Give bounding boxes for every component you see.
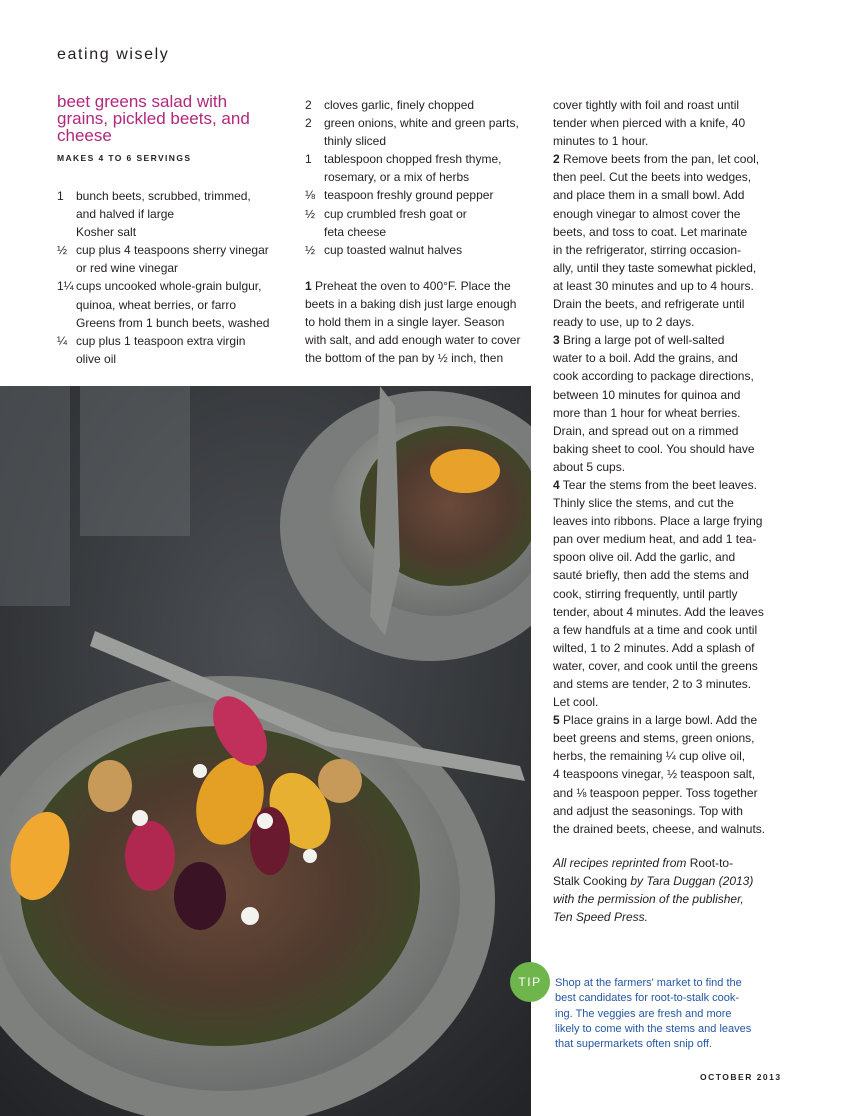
direction-line: tender when pierced with a knife, 40: [553, 116, 746, 131]
direction-line: Drain, and spread out on a rimmed: [553, 423, 739, 438]
ingredient-item: [305, 241, 535, 259]
servings-label: MAKES 4 TO 6 SERVINGS: [57, 153, 192, 163]
ingredient-item: [57, 241, 282, 277]
ingredient-text: [324, 205, 535, 241]
direction-line: at least 30 minutes and up to 4 hours.: [553, 278, 754, 293]
ingredient-item: [57, 187, 282, 223]
direction-line: Drain the beets, and refrigerate until: [553, 297, 745, 312]
ingredient-line: teaspoon freshly ground pepper: [324, 188, 494, 203]
direction-line: leaves into ribbons. Place a large frying: [553, 514, 763, 529]
direction-line: wilted, 1 to 2 minutes. Add a splash of: [553, 640, 755, 655]
directions-column-3: [553, 96, 783, 926]
ingredient-line: green onions, white and green parts,: [324, 116, 519, 131]
ingredient-item: [305, 186, 535, 204]
tip-text: [555, 976, 785, 1052]
ingredient-line: cloves garlic, finely chopped: [324, 98, 475, 112]
direction-line: 4 teaspoons vinegar, ½ teaspoon salt,: [553, 767, 756, 782]
tip-badge: TIP: [510, 962, 550, 1002]
ingredient-item: [305, 96, 535, 114]
ingredient-line: cup toasted walnut halves: [324, 242, 463, 257]
step-number: 1: [305, 279, 312, 293]
issue-date: OCTOBER 2013: [700, 1072, 782, 1082]
ingredient-qty: ½: [57, 243, 68, 258]
direction-line: with salt, and add enough water to cover: [305, 333, 521, 348]
ingredient-item: [57, 277, 282, 313]
direction-line: about 5 cups.: [553, 459, 626, 474]
ingredient-qty: 2: [305, 98, 312, 112]
directions-column-2: [305, 277, 535, 367]
direction-line: between 10 minutes for quinoa and: [553, 387, 741, 402]
direction-line: the drained beets, cheese, and walnuts.: [553, 821, 766, 836]
ingredient-qty: [57, 223, 76, 241]
ingredient-text: [76, 187, 282, 223]
ingredients-list-2: [305, 96, 535, 259]
direction-line: sauté briefly, then add the stems and: [553, 568, 749, 583]
ingredient-line: cups uncooked whole-grain bulgur,: [76, 279, 262, 294]
credits-permission: with the permission of the publisher,: [553, 892, 744, 907]
step-number: 2: [553, 152, 560, 167]
ingredient-text: [76, 314, 282, 332]
direction-line: the bottom of the pan by ½ inch, then: [305, 351, 504, 366]
ingredient-line: cup crumbled fresh goat or: [324, 206, 467, 221]
ingredient-line: cup plus 1 teaspoon extra virgin: [76, 333, 246, 348]
ingredient-item: [57, 223, 282, 241]
step-number: 4: [553, 477, 560, 492]
ingredient-qty: 2: [305, 116, 312, 131]
ingredient-text: [324, 96, 535, 114]
direction-line: a few handfuls at a time and cook until: [553, 622, 758, 637]
ingredient-text: [76, 241, 282, 277]
direction-line: ally, until they taste somewhat pickled,: [553, 260, 757, 275]
direction-step: [553, 331, 783, 476]
credits-book-2: Stalk Cooking: [553, 873, 628, 888]
salad-photo: [0, 386, 531, 1116]
ingredient-text: [76, 332, 282, 368]
ingredient-line: Kosher salt: [76, 225, 137, 240]
ingredient-qty: 1: [57, 189, 64, 203]
ingredient-line: or red wine vinegar: [76, 261, 179, 276]
recipe-title: beet greens salad with grains, pickled beets, and cheese: [57, 92, 250, 145]
tip-line: ing. The veggies are fresh and more: [555, 1007, 732, 1020]
direction-line: 5 Place grains in a large bowl. Add the: [553, 713, 758, 728]
section-label: eating wisely: [57, 46, 170, 63]
ingredient-text: [324, 241, 535, 259]
ingredient-qty: 1: [305, 152, 312, 167]
step-number: 3: [553, 333, 560, 348]
ingredient-qty: ½: [305, 206, 316, 221]
direction-line: more than 1 hour for wheat berries.: [553, 405, 741, 420]
direction-line: and place them in a small bowl. Add: [553, 188, 745, 203]
ingredient-qty: ⅛: [305, 188, 316, 203]
direction-step: [553, 476, 783, 711]
ingredient-qty: ½: [305, 242, 316, 257]
direction-line: beets in a baking dish just large enough: [305, 297, 517, 312]
ingredient-item: [57, 332, 282, 368]
tip-line: that supermarkets often snip off.: [555, 1038, 712, 1051]
direction-line: cook according to package directions,: [553, 369, 754, 384]
ingredient-line: rosemary, or a mix of herbs: [324, 170, 470, 185]
tip-line: best candidates for root-to-stalk cook-: [555, 992, 740, 1005]
ingredient-line: Greens from 1 bunch beets, washed: [76, 315, 270, 330]
ingredient-item: [57, 314, 282, 332]
direction-line: and adjust the seasonings. Top with: [553, 803, 743, 818]
direction-line: water to a boil. Add the grains, and: [553, 351, 738, 366]
direction-line: 2 Remove beets from the pan, let cool,: [553, 152, 760, 167]
direction-line: in the refrigerator, stirring occasion-: [553, 242, 742, 257]
credits-author: by Tara Duggan (2013): [627, 873, 754, 888]
ingredient-text: [76, 277, 282, 313]
ingredient-item: [305, 150, 535, 186]
direction-line: minutes to 1 hour.: [553, 134, 649, 149]
credits-publisher: Ten Speed Press.: [553, 910, 648, 925]
credits: [553, 854, 783, 926]
ingredient-qty: ¼: [57, 333, 68, 348]
ingredient-text: [324, 186, 535, 204]
direction-line: to hold them in a single layer. Season: [305, 315, 505, 330]
ingredient-line: quinoa, wheat berries, or farro: [76, 297, 237, 312]
ingredient-line: thinly sliced: [324, 134, 387, 149]
credits-book: Root-to-: [689, 855, 734, 870]
direction-line: then peel. Cut the beets into wedges,: [553, 170, 752, 185]
direction-line: spoon olive oil. Add the garlic, and: [553, 550, 736, 565]
direction-step: [553, 711, 783, 838]
direction-line: water, cover, and cook until the greens: [553, 658, 758, 673]
direction-line: enough vinegar to almost cover the: [553, 206, 741, 221]
direction-step: [553, 150, 783, 331]
ingredient-line: olive oil: [76, 351, 117, 366]
ingredient-line: tablespoon chopped fresh thyme,: [324, 152, 502, 167]
direction-line: 4 Tear the stems from the beet leaves.: [553, 477, 757, 492]
direction-line: baking sheet to cool. You should have: [553, 441, 755, 456]
ingredient-qty: 1¼: [57, 279, 74, 294]
tip-line: likely to come with the stems and leaves: [555, 1022, 752, 1035]
direction-line: 3 Bring a large pot of well-salted: [553, 333, 725, 348]
direction-line: ready to use, up to 2 days.: [553, 315, 695, 330]
direction-line: 1 Preheat the oven to 400°F. Place the: [305, 279, 511, 293]
ingredient-text: [324, 114, 535, 150]
credits-prefix: All recipes reprinted from: [553, 855, 690, 870]
ingredient-item: [305, 114, 535, 150]
ingredient-text: [324, 150, 535, 186]
ingredient-item: [305, 205, 535, 241]
ingredient-line: cup plus 4 teaspoons sherry vinegar: [76, 243, 269, 258]
ingredient-line: bunch beets, scrubbed, trimmed,: [76, 189, 251, 203]
direction-step: [305, 277, 535, 367]
direction-line: and stems are tender, 2 to 3 minutes.: [553, 677, 752, 691]
direction-line: cover tightly with foil and roast until: [553, 98, 740, 112]
ingredient-qty: [57, 314, 76, 332]
direction-line: and ⅛ teaspoon pepper. Toss together: [553, 785, 758, 800]
direction-line: beet greens and stems, green onions,: [553, 731, 755, 746]
tip-line: Shop at the farmers' market to find the: [555, 977, 742, 989]
ingredients-list-1: [57, 187, 282, 368]
direction-step: [553, 96, 783, 150]
ingredient-text: [76, 223, 282, 241]
direction-line: tender, about 4 minutes. Add the leaves: [553, 604, 764, 619]
ingredient-line: and halved if large: [76, 207, 175, 222]
direction-line: herbs, the remaining ¼ cup olive oil,: [553, 749, 746, 764]
direction-line: Thinly slice the stems, and cut the: [553, 496, 734, 511]
direction-line: Let cool.: [553, 695, 599, 710]
direction-line: pan over medium heat, and add 1 tea-: [553, 532, 757, 547]
direction-line: beets, and toss to coat. Let marinate: [553, 224, 748, 239]
ingredient-line: feta cheese: [324, 224, 387, 239]
direction-line: cook, stirring frequently, until partly: [553, 586, 738, 601]
step-number: 5: [553, 713, 560, 728]
